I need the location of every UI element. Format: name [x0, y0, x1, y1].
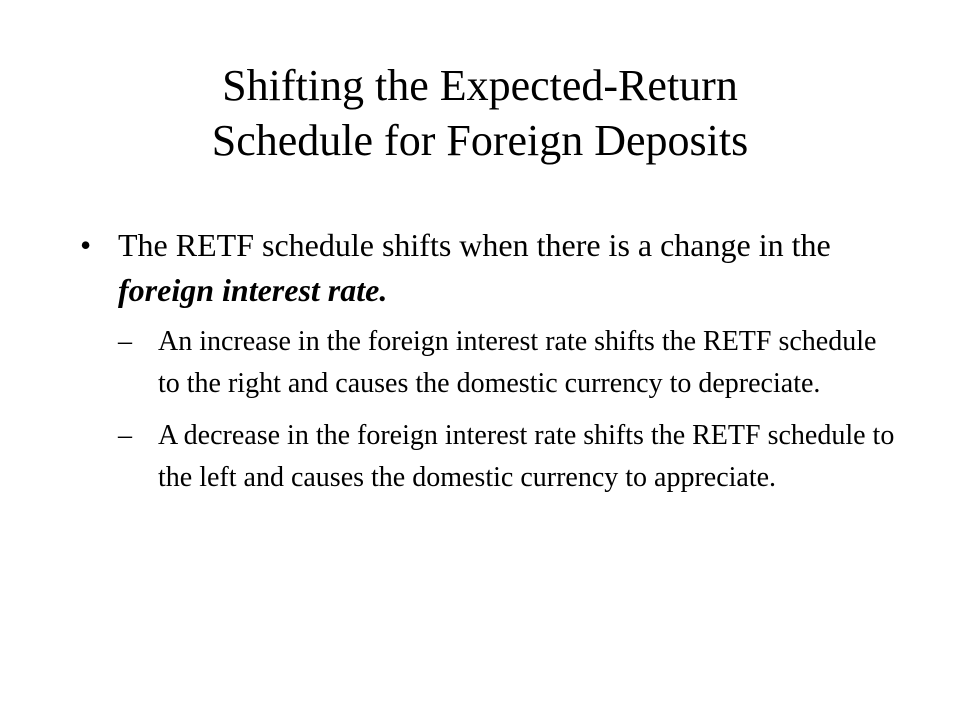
slide-title-line-1: Shifting the Expected-Return: [222, 61, 738, 110]
bullet-list: [80, 223, 900, 509]
sub-bullet-item: [118, 321, 900, 405]
slide-title-line-2: Schedule for Foreign Deposits: [211, 116, 749, 165]
sub-bullet-text: A decrease in the foreign interest rate shifts the RETF schedule to the left and causes the domestic currency to appreciate.: [158, 420, 895, 493]
sub-bullet-marker: –: [118, 326, 132, 357]
bullet-text-emphasis: foreign interest rate.: [118, 272, 388, 308]
sub-bullet-text: An increase in the foreign interest rate shifts the RETF schedule to the right and causes the domestic currency to depreciate.: [158, 326, 877, 399]
sub-bullet-marker: –: [118, 420, 132, 451]
bullet-text-prefix: The RETF schedule shifts when there is a change in the: [118, 227, 831, 263]
bullet-item: [80, 223, 900, 499]
slide-title: [80, 58, 880, 168]
sub-bullet-list: [118, 321, 900, 499]
sub-bullet-item: [118, 415, 900, 499]
bullet-text: [118, 227, 831, 308]
bullet-marker: •: [80, 227, 92, 263]
